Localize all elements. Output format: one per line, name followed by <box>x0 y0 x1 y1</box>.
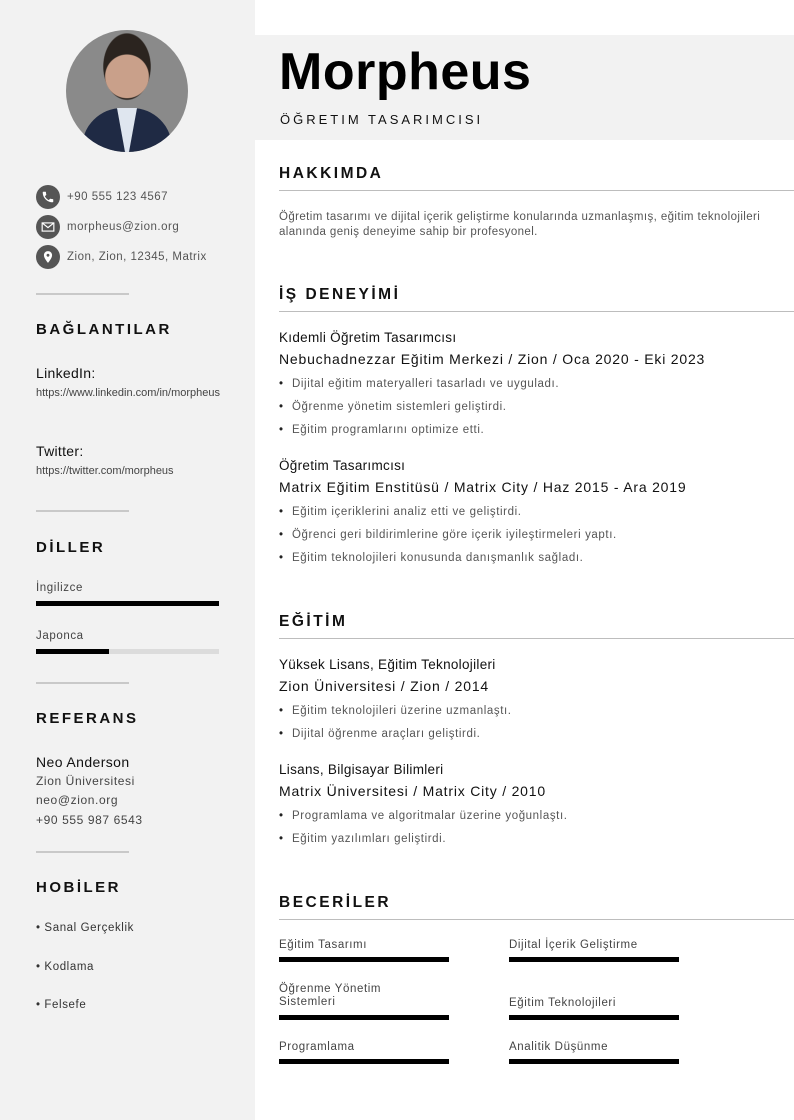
language-name: İngilizce <box>36 582 83 594</box>
hobby-item: • Sanal Gerçeklik <box>36 922 134 934</box>
skill-name: Eğitim Teknolojileri <box>509 997 617 1009</box>
skill-name: Dijital İçerik Geliştirme <box>509 939 638 951</box>
skill-name: Öğrenme Yönetim Sistemleri <box>279 983 382 1008</box>
job-bullet: • Dijital eğitim materyalleri tasarladı ve uyguladı. <box>279 378 559 390</box>
reference-title: REFERANS <box>36 710 139 727</box>
contact-phone <box>36 185 168 209</box>
person-name: Morpheus <box>279 43 532 101</box>
person-role: ÖĞRETIM TASARIMCISI <box>280 112 484 127</box>
skills-title: BECERİLER <box>279 894 392 911</box>
twitter-label: Twitter: <box>36 443 84 459</box>
section-rule <box>279 311 794 312</box>
divider <box>36 510 129 512</box>
skill-bar <box>509 1015 679 1020</box>
experience-title: İŞ DENEYİMİ <box>279 286 401 303</box>
hobbies-title: HOBİLER <box>36 879 121 896</box>
degree-title: Lisans, Bilgisayar Bilimleri <box>279 762 444 777</box>
job-org: Nebuchadnezzar Eğitim Merkezi / Zion / Oca 2020 - Eki 2023 <box>279 351 706 367</box>
hobby-item: • Kodlama <box>36 961 95 973</box>
address-text: Zion, Zion, 12345, Matrix <box>67 251 207 263</box>
twitter-link[interactable]: https://twitter.com/morpheus <box>36 465 174 477</box>
language-level-bar <box>36 649 219 654</box>
hobby-item: • Felsefe <box>36 999 87 1011</box>
mail-icon <box>36 215 60 239</box>
degree-org: Matrix Üniversitesi / Matrix City / 2010 <box>279 783 546 799</box>
skill-bar <box>279 957 449 962</box>
degree-bullet: • Eğitim yazılımları geliştirdi. <box>279 833 446 845</box>
contact-address <box>36 245 207 269</box>
job-bullet: • Eğitim programlarını optimize etti. <box>279 424 484 436</box>
degree-bullet: • Dijital öğrenme araçları geliştirdi. <box>279 728 480 740</box>
section-rule <box>279 919 794 920</box>
language-level-bar <box>36 601 219 606</box>
language-name: Japonca <box>36 630 84 642</box>
degree-title: Yüksek Lisans, Eğitim Teknolojileri <box>279 657 496 672</box>
about-text: Öğretim tasarımı ve dijital içerik geliştirme konularında uzmanlaşmış, eğitim teknolojileri alanında geniş deneyime sahip bir profesyonel. <box>279 211 761 238</box>
education-title: EĞİTİM <box>279 613 348 630</box>
job-bullet: • Öğrenme yönetim sistemleri geliştirdi. <box>279 401 507 413</box>
skill-bar <box>509 1059 679 1064</box>
reference-name: Neo Anderson <box>36 754 130 770</box>
divider <box>36 851 129 853</box>
email-text: morpheus@zion.org <box>67 221 180 233</box>
linkedin-label: LinkedIn: <box>36 365 96 381</box>
languages-title: DİLLER <box>36 539 106 556</box>
skill-name: Eğitim Tasarımı <box>279 939 368 951</box>
skill-bar <box>279 1015 449 1020</box>
job-org: Matrix Eğitim Enstitüsü / Matrix City / Haz 2015 - Ara 2019 <box>279 479 687 495</box>
skill-name: Programlama <box>279 1041 355 1053</box>
reference-org: Zion Üniversitesi <box>36 774 135 788</box>
section-rule <box>279 638 794 639</box>
contact-email <box>36 215 179 239</box>
degree-org: Zion Üniversitesi / Zion / 2014 <box>279 678 489 694</box>
job-title: Kıdemli Öğretim Tasarımcısı <box>279 330 457 345</box>
job-bullet: • Eğitim teknolojileri konusunda danışmanlık sağladı. <box>279 552 583 564</box>
phone-text: +90 555 123 4567 <box>67 191 169 203</box>
about-title: HAKKIMDA <box>279 165 384 182</box>
skill-bar <box>279 1059 449 1064</box>
reference-email: neo@zion.org <box>36 793 119 807</box>
sidebar <box>0 0 255 1120</box>
links-title: BAĞLANTILAR <box>36 321 172 338</box>
location-pin-icon <box>36 245 60 269</box>
degree-bullet: • Programlama ve algoritmalar üzerine yoğunlaştı. <box>279 810 568 822</box>
job-title: Öğretim Tasarımcısı <box>279 458 406 473</box>
reference-phone: +90 555 987 6543 <box>36 813 143 827</box>
job-bullet: • Eğitim içeriklerini analiz etti ve geliştirdi. <box>279 506 522 518</box>
phone-icon <box>36 185 60 209</box>
avatar <box>66 30 188 152</box>
section-rule <box>279 190 794 191</box>
divider <box>36 682 129 684</box>
skill-bar <box>509 957 679 962</box>
degree-bullet: • Eğitim teknolojileri üzerine uzmanlaştı. <box>279 705 512 717</box>
job-bullet: • Öğrenci geri bildirimlerine göre içerik iyileştirmeleri yaptı. <box>279 529 617 541</box>
divider <box>36 293 129 295</box>
skill-name: Analitik Düşünme <box>509 1041 609 1053</box>
linkedin-link[interactable]: https://www.linkedin.com/in/morpheus <box>36 387 221 399</box>
